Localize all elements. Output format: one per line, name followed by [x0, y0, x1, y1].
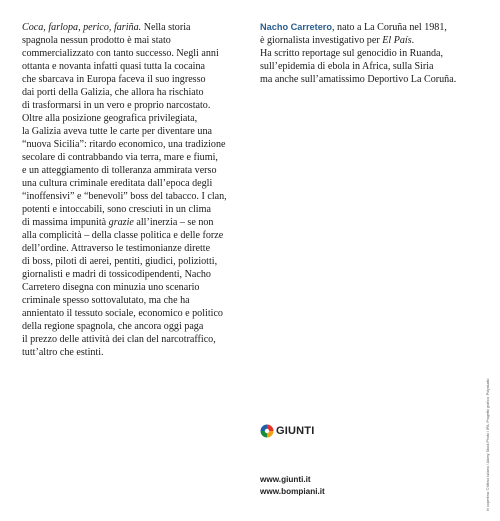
blurb-line: tutt’altro che estinti. [22, 347, 104, 358]
blurb-line: commercializzato con tanto successo. Negli anni [22, 48, 219, 59]
blurb-line: Oltre alla posizione geografica privilegiata, [22, 113, 198, 124]
giunti-logo-icon [260, 424, 274, 438]
bio-line: è giornalista investigativo per El País. [260, 35, 415, 46]
blurb-line: di boss, piloti di aerei, pentiti, giudici, poliziotti, [22, 256, 218, 267]
blurb-line: di trasformarsi in un vero e proprio narcostato. [22, 100, 211, 111]
bio-line: sull’epidemia di ebola in Africa, sulla Siria [260, 61, 434, 72]
blurb-line: una cultura criminale ereditata dall’epoca degli [22, 178, 213, 189]
blurb-line: “inoffensivi” e “benevoli” boss del tabacco. I clan, [22, 191, 227, 202]
blurb-line: dell’ordine. Attraverso le testimonianze dirette [22, 243, 211, 254]
publisher-logo-text: GIUNTI [276, 425, 315, 437]
blurb-line: e un atteggiamento di tolleranza ammirata verso [22, 165, 217, 176]
blurb-line: dai porti della Galizia, che allora ha rischiato [22, 87, 204, 98]
bio-line: Nacho Carretero, nato a La Coruña nel 1981, [260, 22, 447, 33]
blurb-line: della regione spagnola, che ancora oggi paga [22, 321, 204, 332]
blurb-line: il prezzo delle attività dei clan del narcotraffico, [22, 334, 216, 345]
blurb-line: Coca, farlopa, perico, fariña. Nella storia [22, 22, 191, 33]
blurb-line: Carretero disegna con minuzia uno scenario [22, 282, 200, 293]
blurb-line: spagnola nessun prodotto è mai stato [22, 35, 171, 46]
website-link[interactable]: www.bompiani.it [260, 487, 325, 496]
blurb-line: secolare di contrabbando via terra, mare e fiumi, [22, 152, 218, 163]
author-name: Nacho Carretero [260, 22, 332, 32]
blurb-line: ottanta e novanta infatti quasi tutta la cocaina [22, 61, 206, 72]
publisher-logo [260, 424, 314, 438]
blurb-line: la Galizia aveva tutte le carte per diventare una [22, 126, 212, 137]
website-link[interactable]: www.giunti.it [260, 475, 311, 484]
blurb-line: potenti e intoccabili, sono cresciuti in un clima [22, 204, 211, 215]
blurb-line: criminale spesso sottovalutato, ma che ha [22, 295, 190, 306]
blurb-line: giornalisti e madri di tossicodipendenti, Nacho [22, 269, 211, 280]
bio-line: Ha scritto reportage sul genocidio in Ruanda, [260, 48, 444, 59]
book-blurb [22, 21, 240, 359]
author-bio [260, 21, 482, 86]
blurb-line: “nuova Sicilia”: ritardo economico, una tradizione [22, 139, 226, 150]
blurb-line: di massima impunità grazie all’inerzia – se non [22, 217, 214, 228]
publisher-websites [260, 474, 325, 498]
blurb-line: che sbarcava in Europa faceva il suo ingresso [22, 74, 206, 85]
blurb-line: alla complicità – della classe politica e delle forze [22, 230, 224, 241]
bio-line: ma anche sull’amatissimo Deportivo La Coruña. [260, 74, 457, 85]
cover-credits: In copertina: © Mirko Iuliano / Alamy Stock Photo / IPA; Progetto grafico: Polystudio [486, 378, 490, 511]
blurb-line: annientato il tessuto sociale, economico e politico [22, 308, 223, 319]
